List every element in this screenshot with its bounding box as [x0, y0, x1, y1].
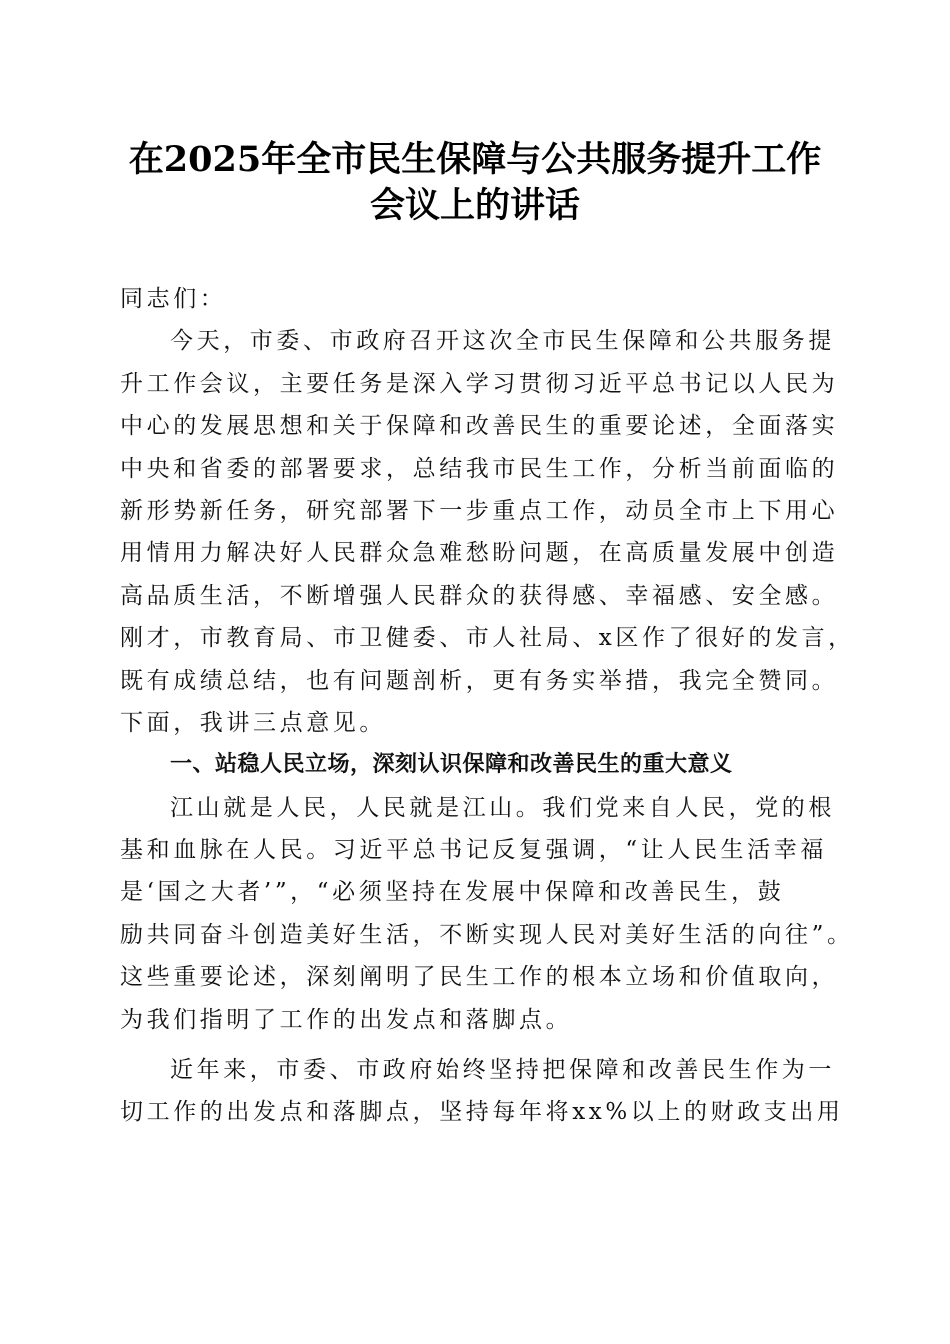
paragraph-line: 今天，市委、市政府召开这次全市民生保障和公共服务提: [170, 328, 835, 355]
paragraph-line: 中心的发展思想和关于保障和改善民生的重要论述，全面落实: [120, 413, 839, 440]
paragraph-line: 江山就是人民，人民就是江山。我们党来自人民，党的根: [170, 794, 835, 821]
paragraph-gap: [120, 1041, 850, 1049]
paragraph-line: 下面，我讲三点意见。: [120, 709, 386, 736]
paragraph-line: 为我们指明了工作的出发点和落脚点。: [120, 1006, 573, 1033]
document-title-line-2: 会议上的讲话: [369, 185, 580, 226]
paragraph-line: 中央和省委的部署要求，总结我市民生工作，分析当前面临的: [120, 455, 839, 482]
paragraph-line: 基和血脉在人民。习近平总书记反复强调，“让人民生活幸福: [120, 837, 827, 864]
section-heading: 一、站稳人民立场，深刻认识保障和改善民生的重大意义: [170, 752, 733, 778]
paragraph-line: 近年来，市委、市政府始终坚持把保障和改善民生作为一: [170, 1057, 835, 1084]
document-title-line-1: 在2025年全市民生保障与公共服务提升工作: [128, 139, 822, 180]
paragraph-line: 刚才，市教育局、市卫健委、市人社局、x区作了很好的发言，: [120, 625, 855, 652]
paragraph-line: 升工作会议，主要任务是深入学习贯彻习近平总书记以人民为: [120, 370, 839, 397]
document-body: [120, 278, 855, 1134]
paragraph-line: 励共同奋斗创造美好生活，不断实现人民对美好生活的向往”。: [120, 921, 854, 948]
paragraph-line: 切工作的出发点和落脚点，坚持每年将xx%以上的财政支出用: [120, 1099, 844, 1126]
paragraph-line: 高品质生活，不断增强人民群众的获得感、幸福感、安全感。: [120, 582, 839, 609]
salutation: 同志们：: [120, 286, 227, 312]
paragraph-line: 用情用力解决好人民群众急难愁盼问题，在高质量发展中创造: [120, 540, 839, 567]
paragraph-line: 既有成绩总结，也有问题剖析，更有务实举措，我完全赞同。: [120, 667, 839, 694]
paragraph-line: 是‘国之大者’”，“必须坚持在发展中保障和改善民生，鼓: [120, 879, 785, 906]
paragraph-line: 新形势新任务，研究部署下一步重点工作，动员全市上下用心: [120, 497, 839, 524]
paragraph-line: 这些重要论述，深刻阐明了民生工作的根本立场和价值取向，: [120, 964, 839, 991]
